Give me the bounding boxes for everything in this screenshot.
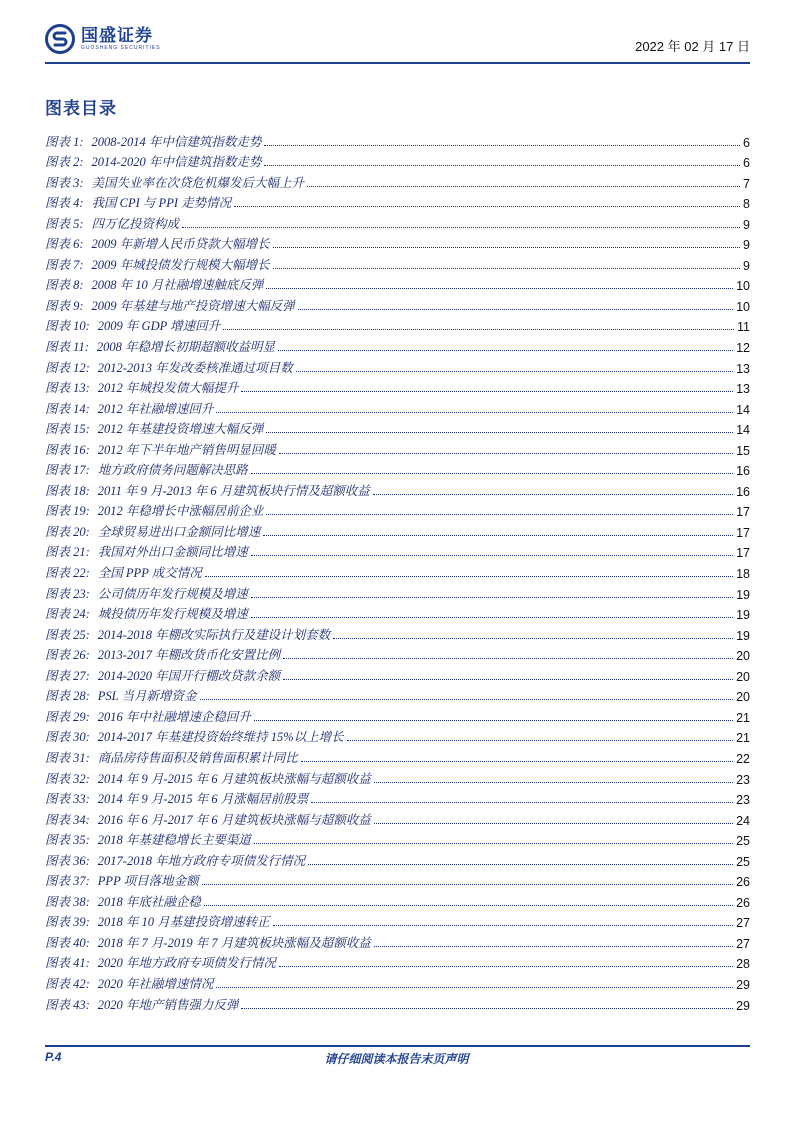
toc-entry-page: 13 [736, 382, 750, 397]
toc-dot-leader [374, 782, 733, 783]
toc-entry-title: 2009 年基建与地产投资增速大幅反弹 [91, 298, 295, 313]
toc-dot-leader [298, 309, 733, 310]
toc-entry-page: 24 [736, 813, 750, 828]
toc-entry-page: 19 [736, 587, 750, 602]
toc-entry[interactable] [45, 273, 750, 294]
toc-dot-leader [283, 679, 733, 680]
toc-entry-title: 公司债历年发行规模及增速 [97, 586, 248, 601]
logo-wordmark: 国盛证券 [81, 25, 153, 46]
toc-entry-title: 全球贸易进出口金额同比增速 [97, 524, 261, 539]
toc-entry[interactable] [45, 684, 750, 705]
toc-entry-page: 17 [736, 525, 750, 540]
toc-entry-page: 7 [743, 176, 750, 191]
toc-entry[interactable] [45, 458, 750, 479]
toc-entry-page: 19 [736, 608, 750, 623]
toc-entry-label: 图表 24: [45, 607, 90, 622]
toc-entry[interactable] [45, 622, 750, 643]
toc-entry-title: 2018 年 10 月基建投资增速转正 [97, 915, 270, 930]
toc-entry-title: 2011 年 9 月-2013 年 6 月建筑板块行情及超额收益 [97, 483, 370, 498]
toc-dot-leader [264, 145, 740, 146]
toc-entry-page: 22 [736, 751, 750, 766]
toc-dot-leader [273, 247, 740, 248]
toc-dot-leader [241, 391, 733, 392]
toc-entry-title: 2012 年社融增速回升 [97, 401, 214, 416]
toc-entry[interactable] [45, 971, 750, 992]
toc-entry-page: 18 [736, 567, 750, 582]
toc-entry[interactable] [45, 150, 750, 171]
toc-entry[interactable] [45, 129, 750, 150]
toc-entry-label: 图表 16: [45, 442, 90, 457]
toc-dot-leader [234, 206, 740, 207]
toc-entry-page: 23 [736, 793, 750, 808]
toc-dot-leader [182, 227, 740, 228]
toc-dot-leader [254, 720, 733, 721]
toc-dot-leader [266, 288, 733, 289]
page-number: P.4 [45, 1050, 62, 1064]
toc-dot-leader [273, 925, 733, 926]
toc-entry-page: 9 [743, 238, 750, 253]
toc-entry-page: 20 [736, 669, 750, 684]
toc-entry-title: 商品房待售面积及销售面积累计同比 [97, 750, 298, 765]
toc-entry-label: 图表 18: [45, 483, 90, 498]
toc-entry-title: 2016 年中社融增速企稳回升 [97, 709, 251, 724]
toc-entry-label: 图表 4: [45, 196, 84, 211]
toc-entry-title: 2009 年 GDP 增速回升 [97, 319, 221, 334]
toc-entry-page: 16 [736, 484, 750, 499]
toc-entry-title: 2012 年城投发债大幅提升 [97, 381, 239, 396]
toc-entry-page: 25 [736, 854, 750, 869]
toc-entry-label: 图表 35: [45, 833, 90, 848]
toc-entry[interactable] [45, 869, 750, 890]
disclaimer-note: 请仔细阅读本报告末页声明 [324, 1052, 469, 1066]
toc-dot-leader [264, 165, 740, 166]
toc-dot-leader [241, 1008, 733, 1009]
header-divider [45, 62, 750, 64]
toc-entry[interactable] [45, 663, 750, 684]
toc-entry-page: 17 [736, 505, 750, 520]
toc-entry-title: 城投债历年发行规模及增速 [97, 607, 248, 622]
toc-entry-label: 图表 20: [45, 524, 90, 539]
toc-entry-page: 14 [736, 423, 750, 438]
toc-entry-title: 2020 年地方政府专项债发行情况 [97, 956, 276, 971]
toc-dot-leader [216, 987, 733, 988]
toc-entry-page: 6 [743, 156, 750, 171]
toc-dot-leader [223, 329, 734, 330]
toc-entry[interactable] [45, 376, 750, 397]
toc-dot-leader [251, 473, 733, 474]
toc-dot-leader [278, 350, 733, 351]
toc-entry-label: 图表 7: [45, 257, 84, 272]
toc-dot-leader [205, 576, 733, 577]
toc-entry-page: 29 [736, 977, 750, 992]
toc-entry-label: 图表 8: [45, 278, 84, 293]
toc-entry-label: 图表 5: [45, 216, 84, 231]
toc-entry[interactable] [45, 499, 750, 520]
toc-entry[interactable] [45, 725, 750, 746]
toc-entry[interactable] [45, 437, 750, 458]
toc-entry-title: 2012-2013 年发改委核准通过项目数 [97, 360, 293, 375]
toc-entry-label: 图表 34: [45, 812, 90, 827]
toc-entry-title: 2016 年 6 月-2017 年 6 月建筑板块涨幅与超额收益 [97, 812, 371, 827]
toc-entry-label: 图表 33: [45, 792, 90, 807]
toc-entry-label: 图表 22: [45, 566, 90, 581]
toc-dot-leader [251, 555, 733, 556]
toc-entry-page: 27 [736, 936, 750, 951]
toc-entry-page: 27 [736, 916, 750, 931]
toc-entry-title: 我国 CPI 与 PPI 走势情况 [91, 196, 232, 211]
toc-entry[interactable] [45, 293, 750, 314]
toc-entry-label: 图表 39: [45, 915, 90, 930]
toc-entry-page: 16 [736, 464, 750, 479]
toc-entry-title: 2009 年新增人民币贷款大幅增长 [91, 237, 270, 252]
toc-dot-leader [263, 535, 733, 536]
toc-entry-page: 11 [737, 320, 750, 335]
toc-entry[interactable] [45, 704, 750, 725]
toc-entry[interactable] [45, 191, 750, 212]
report-date: 2022 年 02 月 17 日 [635, 39, 750, 54]
toc-entry-title: 2014-2020 年中信建筑指数走势 [91, 155, 262, 170]
toc-entry[interactable] [45, 828, 750, 849]
toc-entry-page: 9 [743, 258, 750, 273]
toc-entry-label: 图表 40: [45, 935, 90, 950]
guosheng-logo-icon [45, 24, 75, 54]
toc-dot-leader [308, 864, 733, 865]
toc-entry-page: 10 [736, 279, 750, 294]
toc-entry-label: 图表 17: [45, 463, 90, 478]
toc-entry-page: 9 [743, 217, 750, 232]
toc-dot-leader [374, 823, 733, 824]
toc-dot-leader [273, 268, 740, 269]
toc-entry-label: 图表 41: [45, 956, 90, 971]
toc-entry-label: 图表 10: [45, 319, 90, 334]
toc-entry-title: 2012 年稳增长中涨幅居前企业 [97, 504, 264, 519]
toc-entry-title: 全国 PPP 成交情况 [97, 566, 202, 581]
toc-entry-page: 21 [736, 710, 750, 725]
toc-entry-title: PPP 项目落地金额 [97, 874, 199, 889]
toc-entry-title: PSL 当月新增资金 [97, 689, 197, 704]
toc-entry-title: 2014-2017 年基建投资始终维持 15%以上增长 [97, 730, 344, 745]
toc-entry-label: 图表 19: [45, 504, 90, 519]
toc-entry-title: 地方政府债务问题解决思路 [97, 463, 248, 478]
toc-entry[interactable] [45, 334, 750, 355]
toc-entry-title: 2014-2020 年国开行棚改贷款余额 [97, 668, 281, 683]
toc-dot-leader [347, 740, 733, 741]
toc-entry[interactable] [45, 211, 750, 232]
toc-entry-page: 17 [736, 546, 750, 561]
company-logo [45, 24, 161, 54]
toc-entry[interactable] [45, 252, 750, 273]
logo-subtext: GUOSHENG SECURITIES [81, 44, 161, 51]
toc-entry[interactable] [45, 519, 750, 540]
toc-entry-title: 2018 年基建稳增长主要渠道 [97, 833, 251, 848]
toc-entry[interactable] [45, 540, 750, 561]
toc-entry-label: 图表 11: [45, 340, 89, 355]
footer-divider [45, 1045, 750, 1047]
toc-entry-label: 图表 13: [45, 381, 90, 396]
toc-dot-leader [333, 638, 733, 639]
toc-entry-page: 23 [736, 772, 750, 787]
toc-entry-label: 图表 12: [45, 360, 90, 375]
toc-entry-page: 26 [736, 895, 750, 910]
toc-dot-leader [301, 761, 733, 762]
toc-entry-page: 20 [736, 690, 750, 705]
toc-entry[interactable] [45, 889, 750, 910]
toc-entry-page: 15 [736, 443, 750, 458]
toc-entry-page: 26 [736, 875, 750, 890]
toc-entry-label: 图表 31: [45, 750, 90, 765]
toc-entry[interactable] [45, 314, 750, 335]
toc-entry-label: 图表 9: [45, 298, 84, 313]
toc-entry-title: 2008 年稳增长初期超额收益明显 [96, 340, 276, 355]
toc-entry[interactable] [45, 232, 750, 253]
toc-entry-title: 2012 年下半年地产销售明显回暖 [97, 442, 276, 457]
toc-dot-leader [254, 843, 733, 844]
toc-entry-page: 25 [736, 834, 750, 849]
toc-entry[interactable] [45, 643, 750, 664]
toc-entry[interactable] [45, 910, 750, 931]
toc-entry-page: 12 [736, 341, 750, 356]
toc-entry[interactable] [45, 766, 750, 787]
toc-entry-label: 图表 21: [45, 545, 90, 560]
toc-entry-label: 图表 28: [45, 689, 90, 704]
toc-dot-leader [283, 658, 733, 659]
toc-dot-leader [266, 432, 733, 433]
toc-entry-page: 21 [736, 731, 750, 746]
toc-entry-label: 图表 3: [45, 175, 84, 190]
toc-dot-leader [296, 371, 734, 372]
toc-entry-page: 19 [736, 628, 750, 643]
toc-entry-title: 2014-2018 年棚改实际执行及建设计划套数 [97, 627, 331, 642]
toc-entry-page: 6 [743, 135, 750, 150]
toc-entry-label: 图表 15: [45, 422, 90, 437]
toc-entry[interactable] [45, 478, 750, 499]
toc-entry-label: 图表 1: [45, 134, 84, 149]
toc-dot-leader [311, 802, 733, 803]
toc-entry[interactable] [45, 807, 750, 828]
toc-entry-title: 我国对外出口金额同比增速 [97, 545, 248, 560]
toc-entry-label: 图表 36: [45, 853, 90, 868]
toc-dot-leader [279, 966, 733, 967]
toc-entry-title: 2018 年底社融企稳 [97, 894, 201, 909]
toc-entry-title: 2013-2017 年棚改货币化安置比例 [97, 648, 281, 663]
toc-dot-leader [251, 597, 733, 598]
toc-dot-leader [307, 186, 740, 187]
toc-entry[interactable] [45, 417, 750, 438]
toc-entry-label: 图表 25: [45, 627, 90, 642]
toc-entry-title: 2020 年地产销售强力反弹 [97, 997, 239, 1012]
toc-entry-page: 20 [736, 649, 750, 664]
toc-entry-title: 2008-2014 年中信建筑指数走势 [91, 134, 262, 149]
toc-entry-title: 2017-2018 年地方政府专项债发行情况 [97, 853, 306, 868]
toc-entry-label: 图表 42: [45, 976, 90, 991]
toc-entry-label: 图表 37: [45, 874, 90, 889]
toc-entry[interactable] [45, 581, 750, 602]
toc-entry-title: 2014 年 9 月-2015 年 6 月涨幅居前股票 [97, 792, 309, 807]
toc-dot-leader [200, 699, 734, 700]
toc-entry-label: 图表 43: [45, 997, 90, 1012]
toc-dot-leader [251, 617, 733, 618]
toc-entry[interactable] [45, 170, 750, 191]
toc-entry-title: 2014 年 9 月-2015 年 6 月建筑板块涨幅与超额收益 [97, 771, 371, 786]
toc-entry-label: 图表 23: [45, 586, 90, 601]
toc-entry[interactable] [45, 745, 750, 766]
toc-entry[interactable] [45, 355, 750, 376]
toc-entry-title: 2009 年城投债发行规模大幅增长 [91, 257, 270, 272]
toc-entry[interactable] [45, 930, 750, 951]
toc-entry-label: 图表 38: [45, 894, 90, 909]
toc-entry-label: 图表 2: [45, 155, 84, 170]
toc-dot-leader [266, 514, 733, 515]
toc-dot-leader [373, 494, 733, 495]
toc-dot-leader [204, 905, 733, 906]
chart-index-list [45, 129, 750, 1013]
toc-dot-leader [202, 884, 733, 885]
toc-entry[interactable] [45, 602, 750, 623]
toc-entry-title: 2008 年 10 月社融增速触底反弹 [91, 278, 264, 293]
toc-entry-page: 13 [736, 361, 750, 376]
toc-entry-title: 美国失业率在次贷危机爆发后大幅上升 [91, 175, 305, 190]
toc-entry-title: 四万亿投资构成 [91, 216, 180, 231]
toc-entry-label: 图表 27: [45, 668, 90, 683]
section-title: 图表目录 [45, 99, 117, 119]
toc-entry-page: 8 [743, 197, 750, 212]
toc-entry-label: 图表 26: [45, 648, 90, 663]
toc-entry-title: 2018 年 7 月-2019 年 7 月建筑板块涨幅及超额收益 [97, 935, 371, 950]
toc-entry[interactable] [45, 787, 750, 808]
toc-entry[interactable] [45, 992, 750, 1013]
toc-entry-label: 图表 14: [45, 401, 90, 416]
toc-entry[interactable] [45, 560, 750, 581]
toc-entry-page: 28 [736, 957, 750, 972]
toc-entry[interactable] [45, 848, 750, 869]
page-header [45, 22, 750, 58]
toc-dot-leader [279, 453, 733, 454]
toc-entry-title: 2012 年基建投资增速大幅反弹 [97, 422, 264, 437]
toc-entry[interactable] [45, 396, 750, 417]
toc-entry-label: 图表 32: [45, 771, 90, 786]
toc-entry-label: 图表 30: [45, 730, 90, 745]
toc-entry-title: 2020 年社融增速情况 [97, 976, 214, 991]
toc-entry-page: 29 [736, 998, 750, 1013]
toc-entry-label: 图表 6: [45, 237, 84, 252]
toc-entry-label: 图表 29: [45, 709, 90, 724]
toc-entry[interactable] [45, 951, 750, 972]
toc-dot-leader [216, 412, 733, 413]
toc-entry-page: 10 [736, 299, 750, 314]
toc-dot-leader [374, 946, 733, 947]
toc-entry-page: 14 [736, 402, 750, 417]
